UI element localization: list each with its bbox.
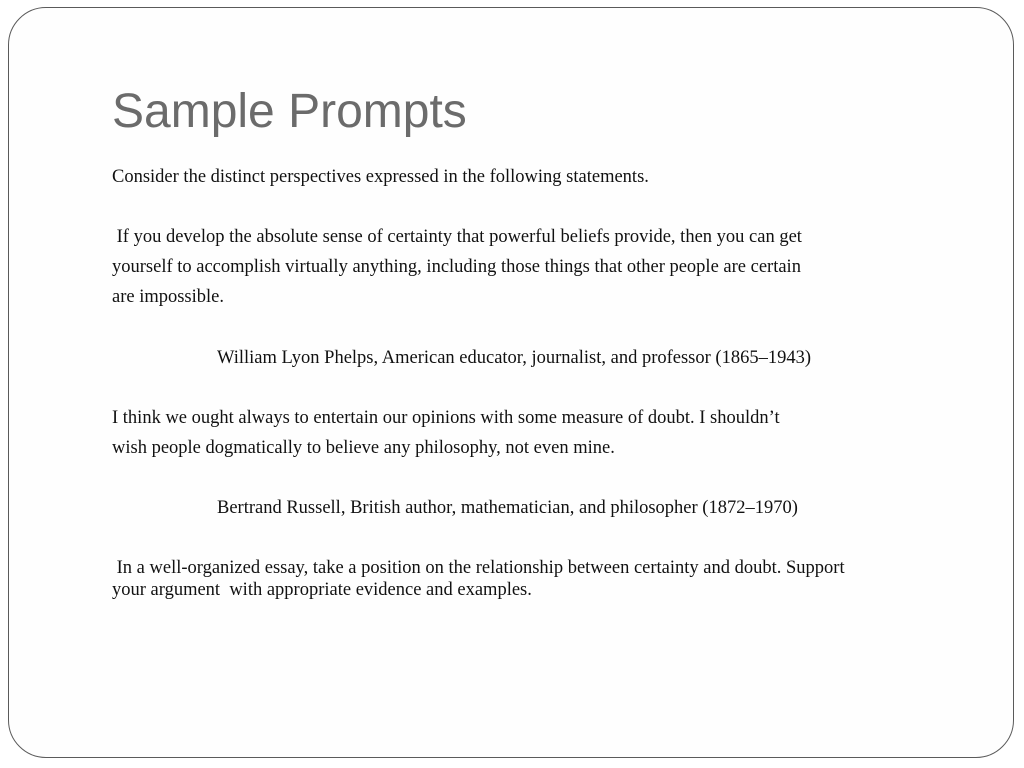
quote-1 [112, 222, 802, 312]
quote-1-attribution: William Lyon Phelps, American educator, journalist, and professor (1865–1943) [217, 348, 811, 368]
quote-2-line: I think we ought always to entertain our opinions with some measure of doubt. I shouldn’t [112, 408, 780, 428]
quote-1-line: If you develop the absolute sense of certainty that powerful beliefs provide, then you can get [112, 227, 802, 247]
quote-2-line: wish people dogmatically to believe any philosophy, not even mine. [112, 438, 615, 458]
slide-title: Sample Prompts [112, 85, 467, 138]
essay-task-line: In a well-organized essay, take a position on the relationship between certainty and doubt. Support [112, 558, 845, 578]
quote-2 [112, 403, 780, 463]
essay-task [112, 557, 845, 601]
quote-1-line: yourself to accomplish virtually anything, including those things that other people are certain [112, 257, 801, 277]
quote-2-attribution: Bertrand Russell, British author, mathematician, and philosopher (1872–1970) [217, 498, 798, 518]
essay-task-line: your argument with appropriate evidence and examples. [112, 580, 532, 600]
quote-1-line: are impossible. [112, 287, 225, 307]
intro-text: Consider the distinct perspectives expressed in the following statements. [112, 167, 649, 187]
